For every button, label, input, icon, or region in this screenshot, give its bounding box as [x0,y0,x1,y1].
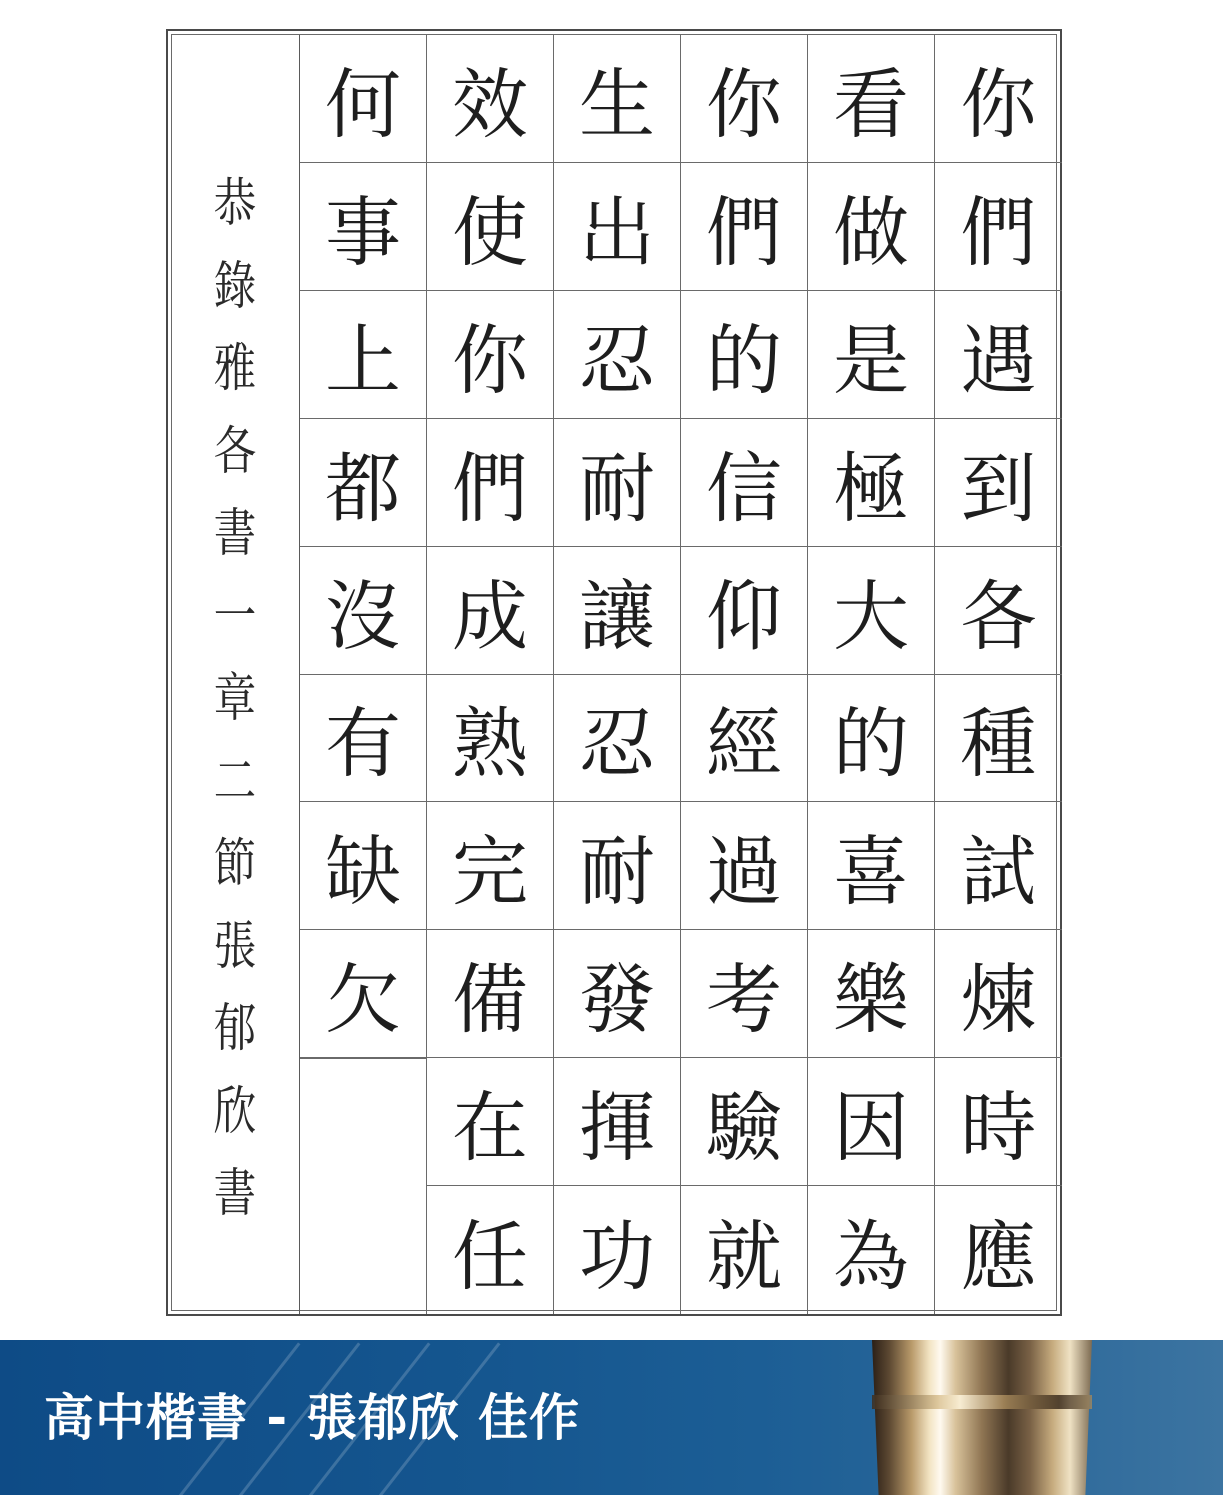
grid-cell: 試 [935,802,1062,930]
inscription-column [172,35,299,1314]
inscription-char: 書 [214,1164,257,1224]
inscription-char: 恭 [214,174,257,234]
grid-cell: 讓 [554,547,681,675]
pen-barrel-image [872,1340,1092,1495]
grid-cell: 揮 [554,1058,681,1186]
inscription-char: 張 [214,916,257,977]
grid-cell: 發 [554,930,681,1058]
grid-cell: 忍 [554,675,681,803]
grid-cell: 任 [427,1186,554,1314]
inscription-char: 欣 [214,1081,257,1142]
inscription-char: 章 [214,669,257,729]
grid-cell: 到 [935,419,1062,547]
grid-cell: 欠 [300,930,427,1058]
inscription-char: 節 [214,834,257,894]
grid-cell: 備 [427,930,554,1058]
grid-cell: 熟 [427,675,554,803]
grid-cell: 你 [427,291,554,419]
grid-cell: 功 [554,1186,681,1314]
pen-ring-image [872,1395,1092,1409]
grid-cell: 驗 [681,1058,808,1186]
grid-cell: 耐 [554,802,681,930]
grid-cell: 出 [554,163,681,291]
grid-cell: 有 [300,675,427,803]
grid-cell: 極 [808,419,935,547]
inscription-char: 一 [214,586,257,647]
grid-cell: 樂 [808,930,935,1058]
grid-cell: 們 [935,163,1062,291]
grid-cell: 應 [960,1211,1037,1301]
grid-cell: 何 [300,35,427,163]
grid-cell: 都 [300,419,427,547]
inscription-char: 二 [214,751,257,812]
grid-cell: 生 [554,35,681,163]
grid-cell: 大 [808,547,935,675]
inscription-char: 雅 [214,339,257,399]
grid-cell: 煉 [935,930,1062,1058]
grid-cell: 上 [300,291,427,419]
grid-cell: 沒 [300,547,427,675]
grid-cell: 完 [427,802,554,930]
grid-cell: 們 [427,419,554,547]
grid-cell: 過 [681,802,808,930]
grid-cell: 你 [681,35,808,163]
grid-cell: 經 [681,675,808,803]
grid-cell: 時 [935,1058,1062,1186]
grid-cell: 喜 [808,802,935,930]
grid-cell: 種 [935,675,1062,803]
grid-cell: 們 [681,163,808,291]
grid-cell: 缺 [300,802,427,930]
inscription-char: 錄 [214,256,257,317]
grid-cell: 遇 [935,291,1062,419]
grid-cell: 你 [935,35,1062,163]
grid-cell: 仰 [681,547,808,675]
grid-cell: 忍 [554,291,681,419]
grid-cell: 信 [681,419,808,547]
grid-cell: 的 [681,291,808,419]
calligraphy-sheet [166,29,1062,1316]
inscription-char: 各 [214,421,257,482]
grid-cell: 為 [808,1186,935,1314]
grid-cell: 使 [427,163,554,291]
grid-cell: 是 [808,291,935,419]
grid-cell: 效 [427,35,554,163]
banner-title: 高中楷書 - 張郁欣 佳作 [44,1389,580,1447]
grid-cell [300,1058,427,1186]
inscription-char: 書 [214,504,257,564]
grid-cell: 在 [427,1058,554,1186]
inscription-char: 郁 [214,999,257,1059]
grid-cell: 做 [808,163,935,291]
grid-cell: 耐 [554,419,681,547]
character-grid [299,35,1062,1314]
grid-cell: 的 [808,675,935,803]
grid-cell [300,1186,427,1314]
grid-cell: 考 [681,930,808,1058]
grid-cell: 成 [427,547,554,675]
grid-cell: 看 [808,35,935,163]
grid-cell: 各 [935,547,1062,675]
grid-cell: 因 [808,1058,935,1186]
grid-cell: 就 [681,1186,808,1314]
grid-cell: 事 [300,163,427,291]
